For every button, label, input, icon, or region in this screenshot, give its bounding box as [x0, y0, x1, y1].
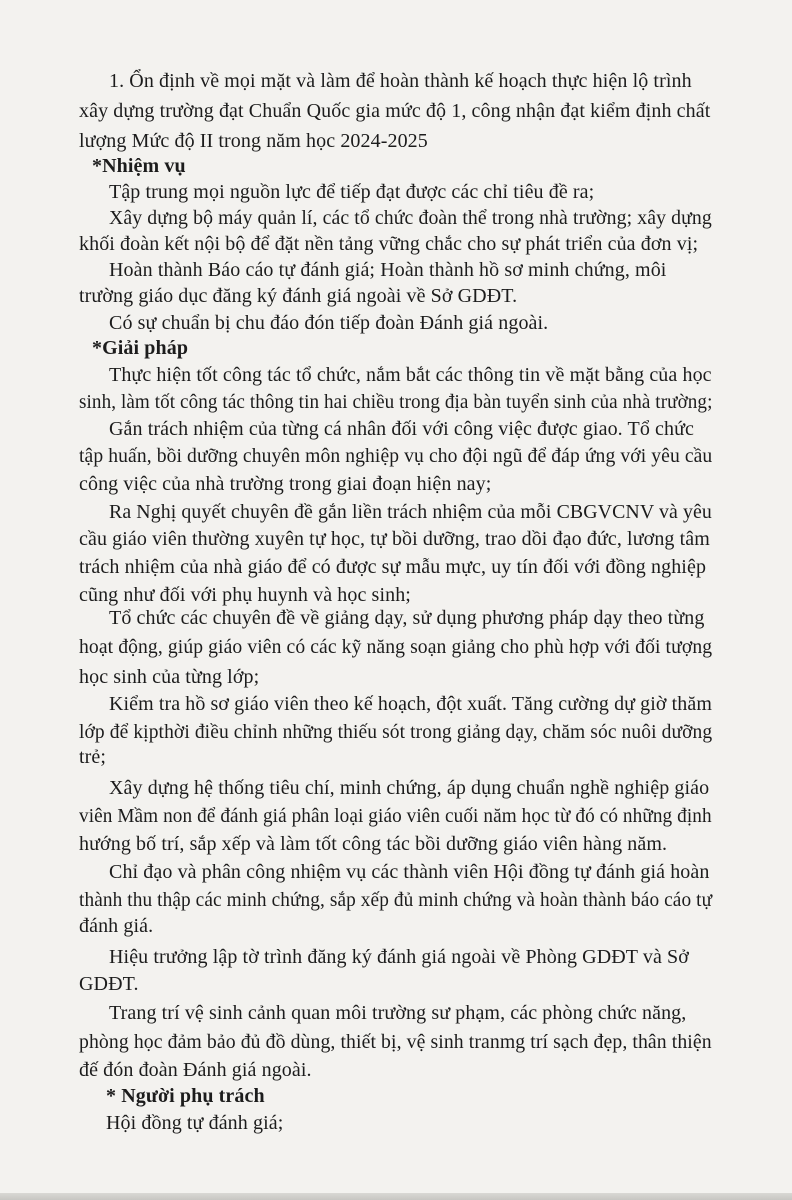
text-line: Thực hiện tốt công tác tổ chức, nắm bắt các thông tin về mặt bằng của học	[109, 364, 712, 386]
text-line: GDĐT.	[79, 973, 139, 995]
text-line: khối đoàn kết nội bộ để đặt nền tảng vững chắc cho sự phát triển của đơn vị;	[79, 233, 699, 255]
text-line: đánh giá.	[79, 915, 154, 937]
text-line: xây dựng trường đạt Chuẩn Quốc gia mức độ 1, công nhận đạt kiểm định chất	[79, 100, 711, 122]
text-line: lớp để kịpthời điều chỉnh những thiếu sót trong giảng dạy, chăm sóc nuôi dưỡng	[79, 721, 713, 743]
text-line: Hội đồng tự đánh giá;	[106, 1112, 284, 1134]
text-line: đế đón đoàn Đánh giá ngoài.	[79, 1059, 312, 1081]
text-line: sinh, làm tốt công tác thông tin hai chiều trong địa bàn tuyển sinh của nhà trường;	[79, 391, 713, 413]
text-line: hoạt động, giúp giáo viên có các kỹ năng soạn giảng cho phù hợp với đối tượng	[79, 636, 713, 658]
text-line: Hoàn thành Báo cáo tự đánh giá; Hoàn thành hồ sơ minh chứng, môi	[109, 259, 667, 281]
heading-nhiem-vu: *Nhiệm vụ	[92, 155, 186, 177]
text-line: cầu giáo viên thường xuyên tự học, tự bồi dưỡng, trao dồi đạo đức, lương tâm	[79, 528, 710, 550]
text-line: thành thu thập các minh chứng, sắp xếp đủ minh chứng và hoàn thành báo cáo tự	[79, 889, 713, 911]
text-line: Xây dựng hệ thống tiêu chí, minh chứng, áp dụng chuẩn nghề nghiệp giáo	[109, 777, 710, 799]
text-line: Có sự chuẩn bị chu đáo đón tiếp đoàn Đánh giá ngoài.	[109, 312, 549, 334]
text-line: Tập trung mọi nguồn lực để tiếp đạt được các chỉ tiêu đề ra;	[109, 181, 595, 203]
text-line: hướng bố trí, sắp xếp và làm tốt công tác bồi dưỡng giáo viên hàng năm.	[79, 833, 668, 855]
text-line: Trang trí vệ sinh cảnh quan môi trường sư phạm, các phòng chức năng,	[109, 1002, 687, 1024]
text-line: trẻ;	[79, 746, 107, 768]
text-line: học sinh của từng lớp;	[79, 666, 260, 688]
heading-giai-phap: *Giải pháp	[92, 337, 189, 359]
text-line: Tổ chức các chuyên đề về giảng dạy, sử dụng phương pháp dạy theo từng	[109, 607, 705, 629]
text-line: Xây dựng bộ máy quản lí, các tổ chức đoàn thể trong nhà trường; xây dựng	[109, 207, 712, 229]
heading-nguoi-phu-trach: * Người phụ trách	[106, 1085, 265, 1107]
text-line: tập huấn, bồi dưỡng chuyên môn nghiệp vụ cho đội ngũ để đáp ứng với yêu cầu	[79, 445, 713, 467]
text-line: trường giáo dục đăng ký đánh giá ngoài về Sở GDĐT.	[79, 285, 518, 307]
text-line: Ra Nghị quyết chuyên đề gắn liền trách nhiệm của mỗi CBGVCNV và yêu	[109, 501, 712, 523]
text-line: Gắn trách nhiệm của từng cá nhân đối với công việc được giao. Tổ chức	[109, 418, 695, 440]
text-line: trách nhiệm của nhà giáo để có được sự mẫu mực, uy tín đối với đồng nghiệp	[79, 556, 707, 578]
text-line: Hiệu trưởng lập tờ trình đăng ký đánh giá ngoài về Phòng GDĐT và Sở	[109, 946, 689, 968]
text-line: lượng Mức độ II trong năm học 2024-2025	[79, 130, 428, 152]
text-line: Chỉ đạo và phân công nhiệm vụ các thành viên Hội đồng tự đánh giá hoàn	[109, 861, 710, 883]
text-line: Kiểm tra hồ sơ giáo viên theo kế hoạch, đột xuất. Tăng cường dự giờ thăm	[109, 693, 712, 715]
text-line: 1. Ổn định về mọi mặt và làm để hoàn thành kế hoạch thực hiện lộ trình	[109, 70, 692, 92]
text-line: cũng như đối với phụ huynh và học sinh;	[79, 584, 411, 606]
text-line: công việc của nhà trường trong giai đoạn hiện nay;	[79, 473, 492, 495]
text-line: phòng học đảm bảo đủ đồ dùng, thiết bị, vệ sinh tranmg trí sạch đẹp, thân thiện	[79, 1031, 712, 1053]
page-bottom-edge	[0, 1193, 792, 1200]
text-line: viên Mầm non để đánh giá phân loại giáo viên cuối năm học từ đó có những định	[79, 805, 712, 827]
